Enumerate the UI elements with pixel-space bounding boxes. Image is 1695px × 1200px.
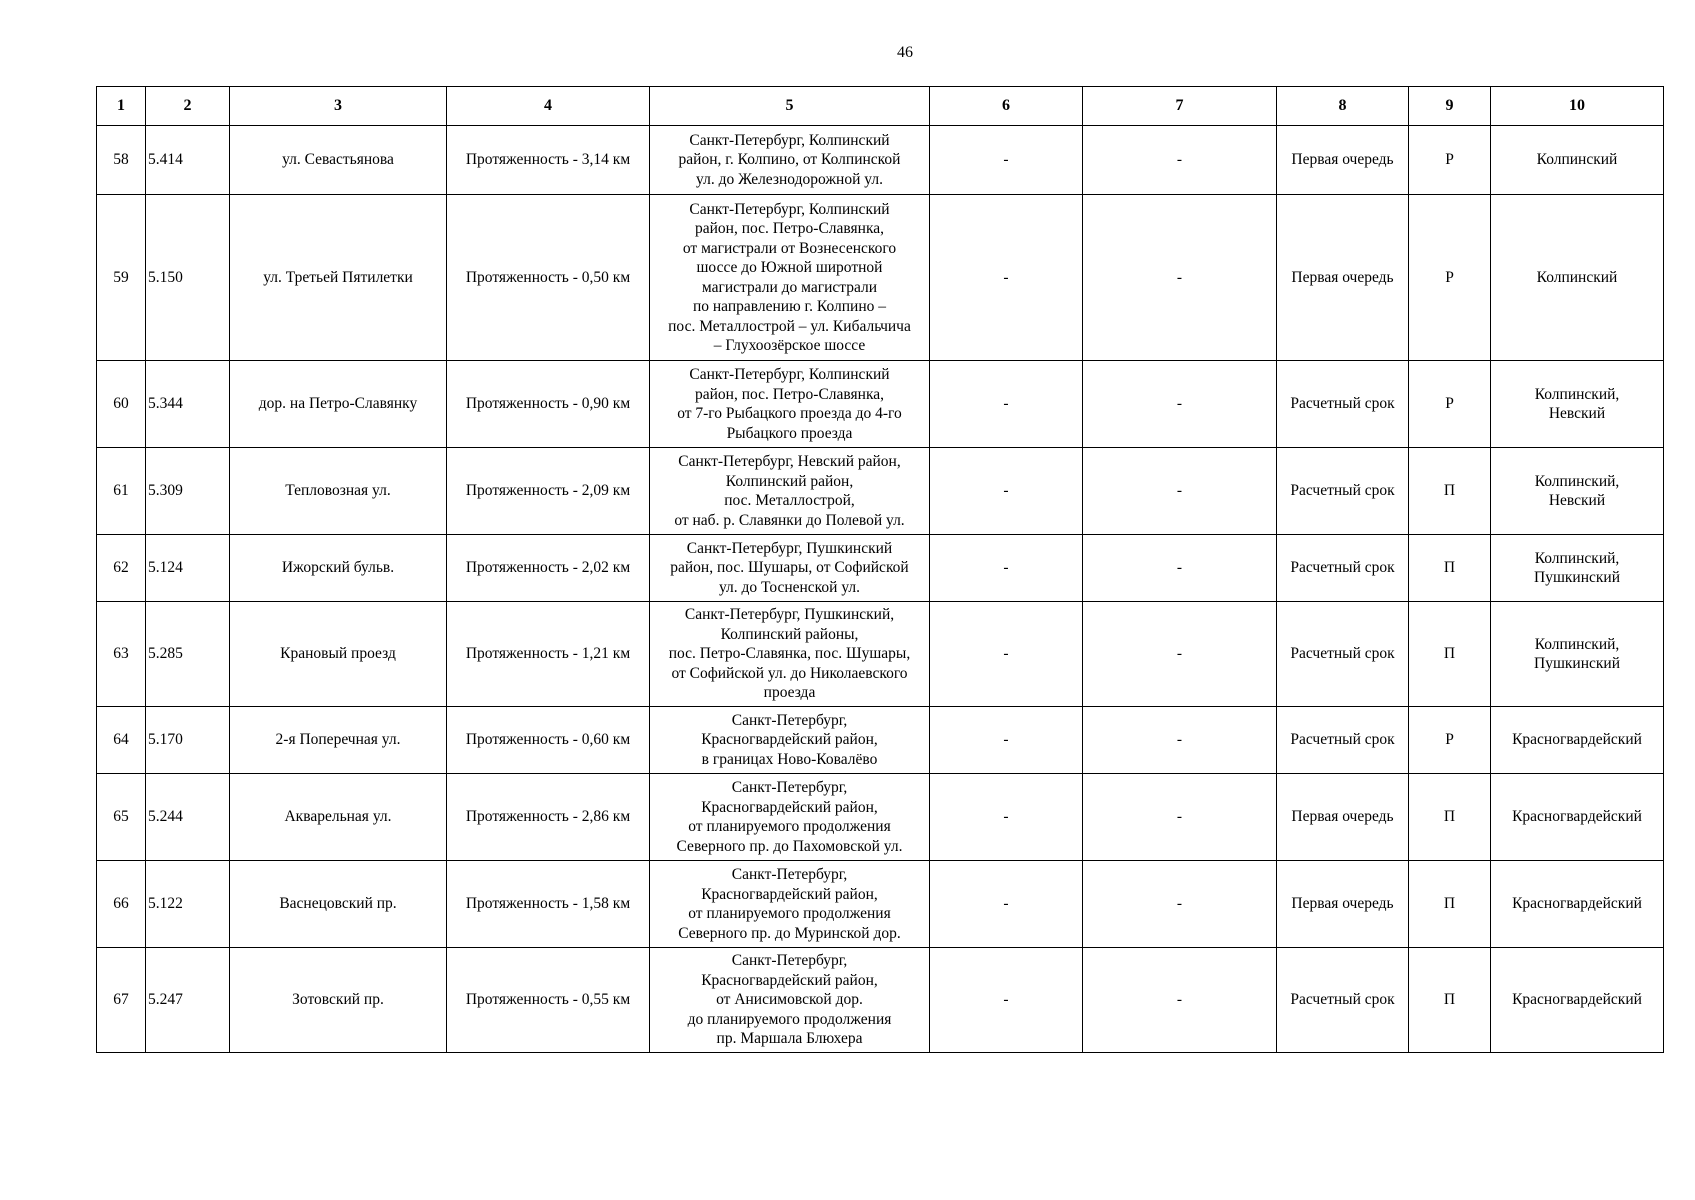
road-name: Тепловозная ул. bbox=[230, 448, 447, 535]
road-code: 5.122 bbox=[146, 861, 230, 948]
table-row bbox=[97, 535, 1664, 602]
road-address: Санкт-Петербург, Красногвардейский район, от Анисимовской дор. до планируемого продолжения пр. Маршала Блюхера bbox=[650, 948, 930, 1053]
district: Колпинский bbox=[1491, 195, 1664, 361]
road-name: ул. Третьей Пятилетки bbox=[230, 195, 447, 361]
road-type: Р bbox=[1409, 126, 1491, 195]
road-address: Санкт-Петербург, Колпинский район, пос. Петро-Славянка, от магистрали от Вознесенского шоссе до Южной широтной магистрали до магистрали по направлению г. Колпино – пос. Металлострой – ул. Кибальчича – Глухоозёрское шоссе bbox=[650, 195, 930, 361]
row-number: 59 bbox=[97, 195, 146, 361]
road-length: Протяженность - 3,14 км bbox=[447, 126, 650, 195]
row-number: 66 bbox=[97, 861, 146, 948]
table-row bbox=[97, 602, 1664, 707]
header-cell: 8 bbox=[1277, 87, 1409, 126]
column-6-value: - bbox=[930, 707, 1083, 774]
header-cell: 1 bbox=[97, 87, 146, 126]
column-7-value: - bbox=[1083, 774, 1277, 861]
table-row bbox=[97, 861, 1664, 948]
header-cell: 7 bbox=[1083, 87, 1277, 126]
construction-term: Первая очередь bbox=[1277, 861, 1409, 948]
road-address: Санкт-Петербург, Красногвардейский район, от планируемого продолжения Северного пр. до Муринской дор. bbox=[650, 861, 930, 948]
construction-term: Первая очередь bbox=[1277, 195, 1409, 361]
road-code: 5.247 bbox=[146, 948, 230, 1053]
column-6-value: - bbox=[930, 948, 1083, 1053]
district: Красногвардейский bbox=[1491, 707, 1664, 774]
road-length: Протяженность - 0,50 км bbox=[447, 195, 650, 361]
column-6-value: - bbox=[930, 861, 1083, 948]
column-7-value: - bbox=[1083, 195, 1277, 361]
road-code: 5.124 bbox=[146, 535, 230, 602]
row-number: 65 bbox=[97, 774, 146, 861]
road-length: Протяженность - 0,60 км bbox=[447, 707, 650, 774]
road-type: П bbox=[1409, 861, 1491, 948]
road-length: Протяженность - 2,02 км bbox=[447, 535, 650, 602]
table-row bbox=[97, 774, 1664, 861]
column-7-value: - bbox=[1083, 602, 1277, 707]
row-number: 61 bbox=[97, 448, 146, 535]
column-7-value: - bbox=[1083, 861, 1277, 948]
column-7-value: - bbox=[1083, 535, 1277, 602]
header-cell: 5 bbox=[650, 87, 930, 126]
road-address: Санкт-Петербург, Пушкинский, Колпинский районы, пос. Петро-Славянка, пос. Шушары, от Софийской ул. до Николаевского проезда bbox=[650, 602, 930, 707]
road-type: П bbox=[1409, 448, 1491, 535]
road-length: Протяженность - 2,09 км bbox=[447, 448, 650, 535]
column-6-value: - bbox=[930, 195, 1083, 361]
column-7-value: - bbox=[1083, 707, 1277, 774]
table-row bbox=[97, 361, 1664, 448]
district: Колпинский, Пушкинский bbox=[1491, 535, 1664, 602]
road-type: Р bbox=[1409, 195, 1491, 361]
road-address: Санкт-Петербург, Невский район, Колпинский район, пос. Металлострой, от наб. р. Славянки до Полевой ул. bbox=[650, 448, 930, 535]
header-cell: 9 bbox=[1409, 87, 1491, 126]
column-6-value: - bbox=[930, 448, 1083, 535]
road-name: Васнецовский пр. bbox=[230, 861, 447, 948]
road-length: Протяженность - 0,90 км bbox=[447, 361, 650, 448]
road-length: Протяженность - 1,58 км bbox=[447, 861, 650, 948]
road-address: Санкт-Петербург, Колпинский район, г. Колпино, от Колпинской ул. до Железнодорожной ул. bbox=[650, 126, 930, 195]
row-number: 60 bbox=[97, 361, 146, 448]
road-name: дор. на Петро-Славянку bbox=[230, 361, 447, 448]
road-length: Протяженность - 1,21 км bbox=[447, 602, 650, 707]
district: Колпинский, Невский bbox=[1491, 448, 1664, 535]
road-type: Р bbox=[1409, 707, 1491, 774]
road-type: Р bbox=[1409, 361, 1491, 448]
road-type: П bbox=[1409, 535, 1491, 602]
table-row bbox=[97, 195, 1664, 361]
table-row bbox=[97, 126, 1664, 195]
column-7-value: - bbox=[1083, 361, 1277, 448]
road-code: 5.150 bbox=[146, 195, 230, 361]
header-cell: 10 bbox=[1491, 87, 1664, 126]
column-6-value: - bbox=[930, 361, 1083, 448]
table-row bbox=[97, 448, 1664, 535]
roads-table bbox=[96, 86, 1664, 1053]
construction-term: Расчетный срок bbox=[1277, 948, 1409, 1053]
road-code: 5.309 bbox=[146, 448, 230, 535]
column-7-value: - bbox=[1083, 448, 1277, 535]
road-code: 5.344 bbox=[146, 361, 230, 448]
row-number: 58 bbox=[97, 126, 146, 195]
construction-term: Расчетный срок bbox=[1277, 602, 1409, 707]
construction-term: Первая очередь bbox=[1277, 126, 1409, 195]
construction-term: Расчетный срок bbox=[1277, 361, 1409, 448]
district: Колпинский, Пушкинский bbox=[1491, 602, 1664, 707]
road-name: Ижорский бульв. bbox=[230, 535, 447, 602]
column-7-value: - bbox=[1083, 948, 1277, 1053]
table-header-row bbox=[97, 87, 1664, 126]
road-address: Санкт-Петербург, Красногвардейский район, в границах Ново-Ковалёво bbox=[650, 707, 930, 774]
row-number: 63 bbox=[97, 602, 146, 707]
road-name: ул. Севастьянова bbox=[230, 126, 447, 195]
row-number: 62 bbox=[97, 535, 146, 602]
road-length: Протяженность - 2,86 км bbox=[447, 774, 650, 861]
road-name: 2-я Поперечная ул. bbox=[230, 707, 447, 774]
header-cell: 4 bbox=[447, 87, 650, 126]
road-name: Акварельная ул. bbox=[230, 774, 447, 861]
header-cell: 2 bbox=[146, 87, 230, 126]
district: Колпинский bbox=[1491, 126, 1664, 195]
construction-term: Расчетный срок bbox=[1277, 707, 1409, 774]
road-code: 5.414 bbox=[146, 126, 230, 195]
column-6-value: - bbox=[930, 602, 1083, 707]
road-type: П bbox=[1409, 774, 1491, 861]
construction-term: Расчетный срок bbox=[1277, 535, 1409, 602]
construction-term: Расчетный срок bbox=[1277, 448, 1409, 535]
column-6-value: - bbox=[930, 126, 1083, 195]
road-name: Зотовский пр. bbox=[230, 948, 447, 1053]
construction-term: Первая очередь bbox=[1277, 774, 1409, 861]
road-type: П bbox=[1409, 602, 1491, 707]
table-row bbox=[97, 948, 1664, 1053]
district: Красногвардейский bbox=[1491, 774, 1664, 861]
district: Красногвардейский bbox=[1491, 861, 1664, 948]
road-type: П bbox=[1409, 948, 1491, 1053]
column-6-value: - bbox=[930, 535, 1083, 602]
road-address: Санкт-Петербург, Колпинский район, пос. Петро-Славянка, от 7-го Рыбацкого проезда до 4-го Рыбацкого проезда bbox=[650, 361, 930, 448]
road-code: 5.244 bbox=[146, 774, 230, 861]
row-number: 64 bbox=[97, 707, 146, 774]
row-number: 67 bbox=[97, 948, 146, 1053]
column-7-value: - bbox=[1083, 126, 1277, 195]
road-name: Крановый проезд bbox=[230, 602, 447, 707]
road-length: Протяженность - 0,55 км bbox=[447, 948, 650, 1053]
column-6-value: - bbox=[930, 774, 1083, 861]
page-number: 46 bbox=[897, 44, 913, 61]
road-code: 5.285 bbox=[146, 602, 230, 707]
header-cell: 6 bbox=[930, 87, 1083, 126]
road-address: Санкт-Петербург, Красногвардейский район, от планируемого продолжения Северного пр. до Пахомовской ул. bbox=[650, 774, 930, 861]
district: Красногвардейский bbox=[1491, 948, 1664, 1053]
road-code: 5.170 bbox=[146, 707, 230, 774]
district: Колпинский, Невский bbox=[1491, 361, 1664, 448]
road-address: Санкт-Петербург, Пушкинский район, пос. Шушары, от Софийской ул. до Тосненской ул. bbox=[650, 535, 930, 602]
table-row bbox=[97, 707, 1664, 774]
header-cell: 3 bbox=[230, 87, 447, 126]
